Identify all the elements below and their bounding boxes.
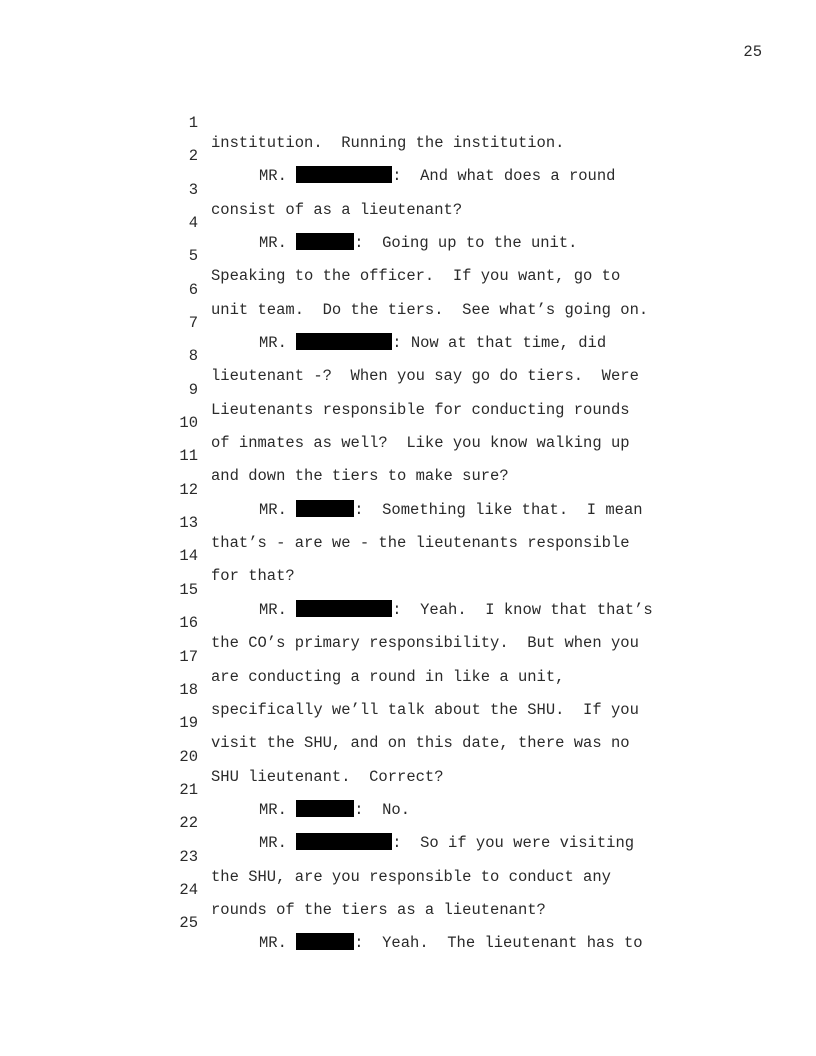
speaker-prefix: MR. <box>259 600 297 619</box>
line-number: 10 <box>179 414 198 433</box>
line-number: 21 <box>179 780 198 799</box>
line-number: 18 <box>179 680 198 699</box>
transcript-line <box>0 226 816 286</box>
transcript-line <box>0 727 816 786</box>
transcript-line <box>0 693 816 753</box>
transcript-line <box>0 160 816 219</box>
line-number: 16 <box>179 614 198 633</box>
transcript-line <box>0 760 816 819</box>
speaker-prefix: MR. <box>259 167 297 186</box>
line-number: 4 <box>188 214 198 233</box>
line-number: 1 <box>188 114 198 132</box>
line-number: 24 <box>179 880 198 899</box>
line-number: 7 <box>188 314 198 333</box>
speaker-statement: : Going up to the unit. <box>354 234 578 253</box>
line-number: 15 <box>179 580 198 599</box>
transcript-line <box>0 893 816 953</box>
transcript-line <box>0 360 816 419</box>
speaker-statement: : And what does a round <box>392 167 616 186</box>
transcript-line <box>0 660 816 719</box>
line-text: that’s - are we - the lieutenants responsible <box>211 534 630 553</box>
transcript-line <box>0 827 816 886</box>
speaker-statement: : Something like that. I mean <box>354 500 643 519</box>
line-text: consist of as a lieutenant? <box>211 200 463 219</box>
line-text: lieutenant -? When you say go do tiers. Were <box>211 367 639 386</box>
transcript-line <box>0 426 816 486</box>
transcript-line <box>0 126 816 186</box>
line-text: rounds of the tiers as a lieutenant? <box>211 900 546 919</box>
page-number: 25 <box>743 43 762 61</box>
line-text: unit team. Do the tiers. See what’s going on. <box>211 300 649 319</box>
speaker-statement: : Now at that time, did <box>392 334 607 353</box>
transcript-line <box>0 193 816 253</box>
line-text: the SHU, are you responsible to conduct any <box>211 867 611 886</box>
speaker-statement: : Yeah. The lieutenant has to <box>354 934 643 953</box>
line-number: 23 <box>179 847 198 866</box>
line-number: 17 <box>179 647 198 666</box>
speaker-prefix: MR. <box>259 334 297 353</box>
line-number: 8 <box>188 347 198 366</box>
line-number: 12 <box>179 480 198 499</box>
transcript-line <box>0 560 816 619</box>
line-text: visit the SHU, and on this date, there was no <box>211 734 630 753</box>
speaker-prefix: MR. <box>259 800 297 819</box>
speaker-prefix: MR. <box>259 500 297 519</box>
line-number: 14 <box>179 547 198 566</box>
line-number: 11 <box>179 447 198 466</box>
speaker-text <box>259 933 643 953</box>
transcript-line <box>0 493 816 553</box>
speaker-statement: : Yeah. I know that that’s <box>392 600 653 619</box>
line-number: 2 <box>188 147 198 166</box>
speaker-statement: : No. <box>354 800 411 819</box>
speaker-prefix: MR. <box>259 234 297 253</box>
redaction-box <box>296 933 354 950</box>
transcript-line <box>0 93 816 152</box>
line-text: Speaking to the officer. If you want, go to <box>211 267 621 286</box>
transcript-line <box>0 793 816 853</box>
speaker-statement: : So if you were visiting <box>392 834 635 853</box>
line-number: 6 <box>188 280 198 299</box>
speaker-prefix: MR. <box>259 834 297 853</box>
line-text: are conducting a round in like a unit, <box>211 667 565 686</box>
line-text: institution. Running the institution. <box>211 134 565 152</box>
line-number: 5 <box>188 247 198 266</box>
line-text: SHU lieutenant. Correct? <box>211 767 444 786</box>
line-number: 22 <box>179 814 198 833</box>
transcript-line <box>0 260 816 319</box>
line-text: for that? <box>211 567 295 586</box>
line-number: 9 <box>188 380 198 399</box>
line-text: the CO’s primary responsibility. But when you <box>211 634 639 653</box>
transcript-line <box>0 460 816 519</box>
transcript-line <box>0 860 816 919</box>
line-text: of inmates as well? Like you know walking up <box>211 434 630 453</box>
line-number: 25 <box>179 914 198 933</box>
transcript-line <box>0 627 816 686</box>
transcript-line <box>0 393 816 453</box>
line-text: and down the tiers to make sure? <box>211 467 509 486</box>
transcript-body <box>0 93 816 953</box>
line-number: 20 <box>179 747 198 766</box>
transcript-line <box>0 293 816 353</box>
line-number: 3 <box>188 180 198 199</box>
transcript-line <box>0 326 816 386</box>
speaker-prefix: MR. <box>259 934 297 953</box>
line-text: Lieutenants responsible for conducting rounds <box>211 400 630 419</box>
line-number: 19 <box>179 714 198 733</box>
transcript-line <box>0 593 816 653</box>
line-text: specifically we’ll talk about the SHU. If you <box>211 700 639 719</box>
line-number: 13 <box>179 514 198 533</box>
transcript-line <box>0 526 816 586</box>
